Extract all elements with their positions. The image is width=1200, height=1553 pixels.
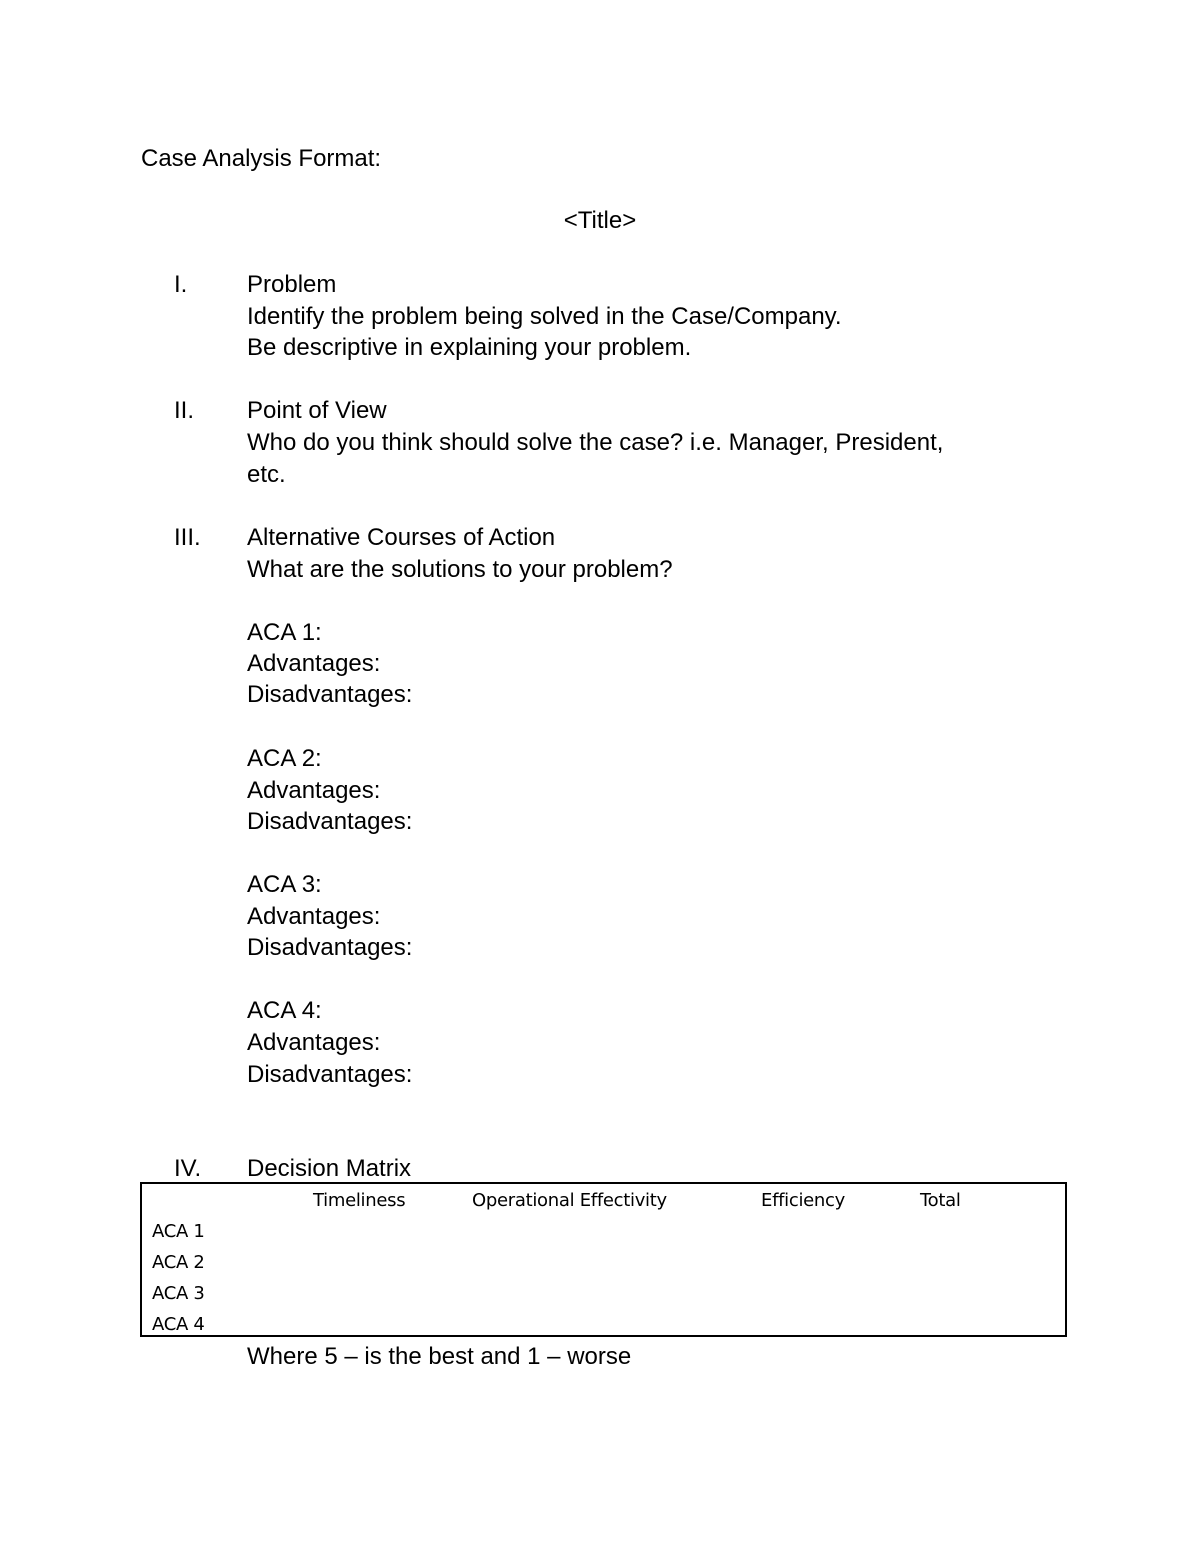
matrix-column-header: Total (920, 1190, 961, 1211)
aca-advantages-label: Advantages: (247, 903, 381, 930)
aca-label: ACA 3: (247, 871, 322, 898)
aca-label: ACA 2: (247, 745, 322, 772)
aca-advantages-label: Advantages: (247, 1029, 381, 1056)
section-numeral: II. (174, 397, 195, 424)
document-heading: Case Analysis Format: (141, 145, 382, 172)
section-text: What are the solutions to your problem? (247, 556, 673, 583)
section-heading-problem: Problem (247, 271, 337, 298)
matrix-row-label: ACA 4 (152, 1314, 205, 1335)
aca-disadvantages-label: Disadvantages: (247, 1061, 413, 1088)
section-numeral: I. (174, 271, 188, 298)
aca-disadvantages-label: Disadvantages: (247, 934, 413, 961)
aca-label: ACA 1: (247, 619, 322, 646)
matrix-column-header: Operational Effectivity (472, 1190, 667, 1211)
document-title-placeholder: <Title> (563, 207, 637, 234)
section-text: etc. (247, 461, 286, 488)
section-text: Be descriptive in explaining your problem. (247, 334, 692, 361)
matrix-row-label: ACA 1 (152, 1221, 205, 1242)
section-heading-point-of-view: Point of View (247, 397, 387, 424)
section-text: Identify the problem being solved in the Case/Company. (247, 303, 842, 330)
aca-advantages-label: Advantages: (247, 777, 381, 804)
matrix-column-header: Timeliness (313, 1190, 406, 1211)
section-numeral: IV. (174, 1155, 202, 1182)
section-heading-alternative-courses: Alternative Courses of Action (247, 524, 556, 551)
decision-matrix-table (140, 1182, 1067, 1337)
aca-disadvantages-label: Disadvantages: (247, 681, 413, 708)
aca-label: ACA 4: (247, 997, 322, 1024)
section-heading-decision-matrix: Decision Matrix (247, 1155, 412, 1182)
aca-disadvantages-label: Disadvantages: (247, 808, 413, 835)
matrix-scale-note: Where 5 – is the best and 1 – worse (247, 1343, 632, 1370)
aca-advantages-label: Advantages: (247, 650, 381, 677)
section-numeral: III. (174, 524, 201, 551)
matrix-row-label: ACA 3 (152, 1283, 205, 1304)
section-text: Who do you think should solve the case? i.e. Manager, President, (247, 429, 944, 456)
matrix-row-label: ACA 2 (152, 1252, 205, 1273)
matrix-column-header: Efficiency (761, 1190, 845, 1211)
